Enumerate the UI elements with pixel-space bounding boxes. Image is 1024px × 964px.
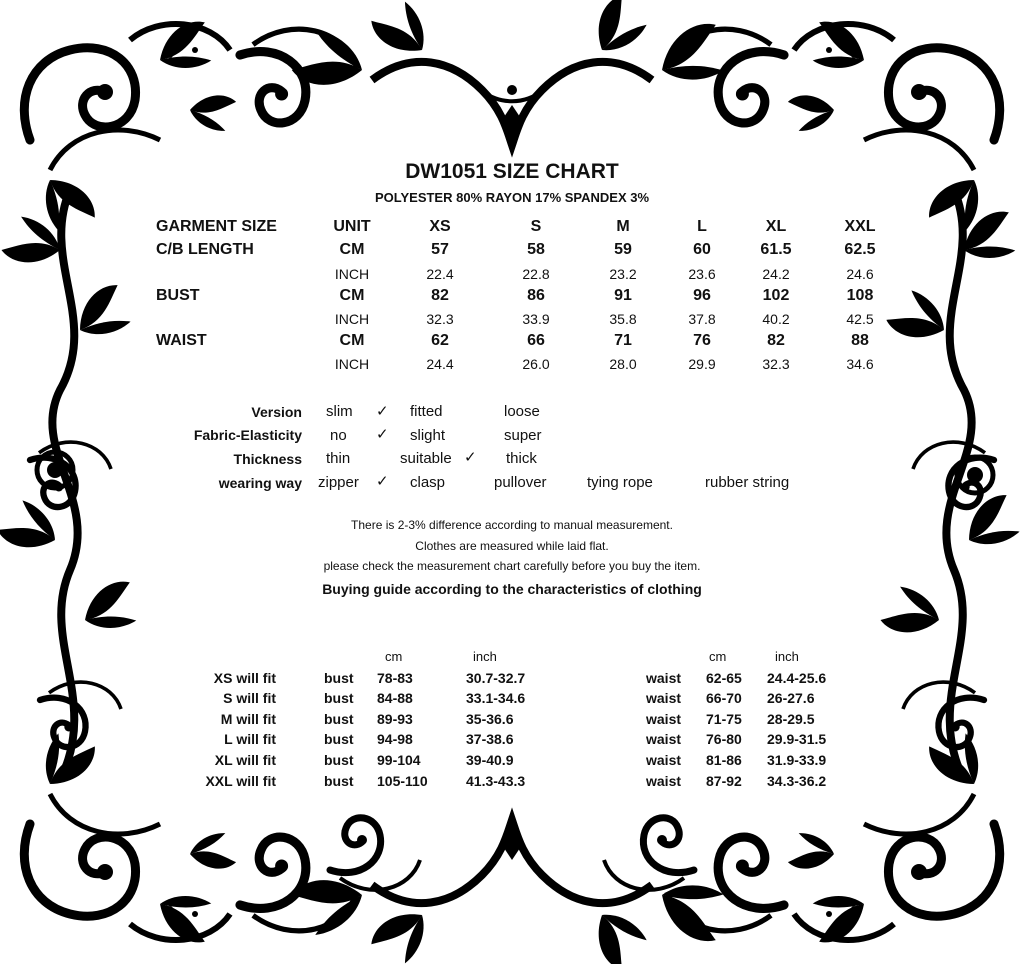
bust-inch: 41.3-43.3 (466, 773, 526, 789)
table-cell: 35.8 (609, 311, 637, 327)
option-slight: slight (410, 427, 446, 444)
bust-cm: 84-88 (377, 690, 413, 706)
header-size-m: M (616, 218, 630, 235)
check-mark-icon: ✓ (376, 403, 389, 420)
table-cell: 24.6 (846, 266, 874, 282)
option-loose: loose (504, 403, 540, 420)
check-mark-icon: ✓ (376, 426, 389, 443)
waist-label: waist (646, 752, 682, 768)
bust-cm: 105-110 (377, 773, 428, 789)
row-label-bust: BUST (156, 287, 200, 304)
bust-inch: 33.1-34.6 (466, 690, 526, 706)
bust-label: bust (324, 773, 354, 789)
option-super: super (504, 427, 542, 444)
unit-cm: CM (339, 332, 365, 349)
waist-inch: 26-27.6 (767, 690, 815, 706)
table-cell: 62.5 (844, 241, 876, 258)
table-cell: 32.3 (762, 356, 790, 372)
waist-label: waist (646, 773, 682, 789)
table-cell: 28.0 (609, 356, 637, 372)
bust-label: bust (324, 752, 354, 768)
table-cell: 29.9 (688, 356, 716, 372)
waist-cm: 81-86 (706, 752, 742, 768)
header-unit: UNIT (333, 218, 371, 235)
table-cell: 76 (693, 332, 711, 349)
guide-header-waist-cm: cm (709, 649, 727, 664)
unit-cm: CM (339, 241, 365, 258)
unit-cm: CM (339, 287, 365, 304)
bust-label: bust (324, 711, 354, 727)
waist-label: waist (646, 670, 682, 686)
table-cell: 71 (614, 332, 632, 349)
option-thick: thick (506, 450, 537, 467)
label-version: Version (251, 404, 302, 420)
table-cell: 82 (767, 332, 785, 349)
waist-inch: 24.4-25.6 (767, 670, 827, 686)
bust-inch: 37-38.6 (466, 731, 514, 747)
table-cell: 40.2 (762, 311, 790, 327)
check-mark-icon: ✓ (376, 473, 389, 490)
table-cell: 58 (527, 241, 545, 258)
table-cell: 42.5 (846, 311, 874, 327)
table-cell: 34.6 (846, 356, 874, 372)
waist-inch: 28-29.5 (767, 711, 815, 727)
table-cell: 24.4 (426, 356, 454, 372)
waist-cm: 62-65 (706, 670, 742, 686)
fit-label: XS will fit (213, 670, 276, 686)
check-mark-icon: ✓ (464, 449, 477, 466)
note-measurement-difference: There is 2-3% difference according to manual measurement. (351, 518, 673, 532)
option-tying-rope: tying rope (587, 474, 653, 491)
table-cell: 33.9 (522, 311, 550, 327)
label-thickness: Thickness (233, 451, 302, 467)
table-cell: 22.8 (522, 266, 550, 282)
bust-inch: 35-36.6 (466, 711, 514, 727)
fabric-composition: POLYESTER 80% RAYON 17% SPANDEX 3% (374, 190, 650, 205)
table-cell: 32.3 (426, 311, 454, 327)
table-cell: 61.5 (760, 241, 792, 258)
fit-label: XXL will fit (205, 773, 276, 789)
table-cell: 62 (431, 332, 449, 349)
bust-inch: 39-40.9 (466, 752, 514, 768)
option-slim: slim (326, 403, 353, 420)
waist-inch: 34.3-36.2 (767, 773, 827, 789)
table-cell: 108 (846, 287, 874, 304)
option-thin: thin (326, 450, 351, 467)
table-cell: 26.0 (522, 356, 550, 372)
fit-label: XL will fit (214, 752, 276, 768)
guide-header-waist-inch: inch (775, 649, 799, 664)
table-cell: 66 (527, 332, 545, 349)
table-cell: 86 (527, 287, 545, 304)
waist-cm: 71-75 (706, 711, 742, 727)
fit-label: L will fit (224, 731, 276, 747)
waist-inch: 29.9-31.5 (767, 731, 827, 747)
header-size-xs: XS (429, 218, 451, 235)
guide-header-bust-inch: inch (473, 649, 497, 664)
fit-label: S will fit (223, 690, 276, 706)
label-fabric-elasticity: Fabric-Elasticity (193, 427, 302, 443)
table-cell: 57 (431, 241, 449, 258)
table-cell: 82 (431, 287, 449, 304)
option-pullover: pullover (494, 474, 547, 491)
guide-header-bust-cm: cm (385, 649, 403, 664)
table-cell: 23.6 (688, 266, 716, 282)
header-size-xl: XL (765, 218, 787, 235)
option-rubber-string: rubber string (705, 474, 790, 491)
table-cell: 59 (614, 241, 632, 258)
unit-inch: INCH (334, 311, 370, 327)
label-wearing-way: wearing way (218, 475, 302, 491)
row-label-waist: WAIST (156, 332, 207, 349)
header-garment-size: GARMENT SIZE (156, 218, 277, 235)
option-no: no (330, 427, 347, 444)
waist-cm: 66-70 (706, 690, 742, 706)
header-size-xxl: XXL (844, 218, 876, 235)
chart-title: DW1051 SIZE CHART (405, 160, 619, 183)
waist-label: waist (646, 690, 682, 706)
unit-inch: INCH (334, 356, 370, 372)
unit-inch: INCH (334, 266, 370, 282)
table-cell: 96 (693, 287, 711, 304)
option-suitable: suitable (400, 450, 452, 467)
header-size-l: L (697, 218, 707, 235)
table-cell: 60 (693, 241, 711, 258)
bust-cm: 94-98 (377, 731, 413, 747)
waist-cm: 76-80 (706, 731, 742, 747)
waist-inch: 31.9-33.9 (767, 752, 827, 768)
bust-label: bust (324, 690, 354, 706)
header-size-s: S (530, 218, 542, 235)
note-laid-flat: Clothes are measured while laid flat. (415, 539, 609, 553)
option-fitted: fitted (410, 403, 443, 420)
option-clasp: clasp (410, 474, 446, 491)
table-cell: 88 (851, 332, 869, 349)
note-check-chart: please check the measurement chart carefully before you buy the item. (323, 559, 701, 573)
fit-label: M will fit (220, 711, 276, 727)
table-cell: 91 (614, 287, 632, 304)
bust-cm: 99-104 (377, 752, 421, 768)
bust-label: bust (324, 670, 354, 686)
bust-label: bust (324, 731, 354, 747)
table-cell: 24.2 (762, 266, 790, 282)
bust-cm: 89-93 (377, 711, 413, 727)
table-cell: 37.8 (688, 311, 716, 327)
table-cell: 102 (762, 287, 790, 304)
option-zipper: zipper (318, 474, 359, 491)
table-cell: 23.2 (609, 266, 637, 282)
waist-label: waist (646, 731, 682, 747)
bust-cm: 78-83 (377, 670, 413, 686)
buying-guide-title: Buying guide according to the characteristics of clothing (322, 581, 702, 597)
table-cell: 22.4 (426, 266, 454, 282)
bust-inch: 30.7-32.7 (466, 670, 526, 686)
waist-cm: 87-92 (706, 773, 742, 789)
row-label-cb-length: C/B LENGTH (156, 241, 254, 258)
waist-label: waist (646, 711, 682, 727)
